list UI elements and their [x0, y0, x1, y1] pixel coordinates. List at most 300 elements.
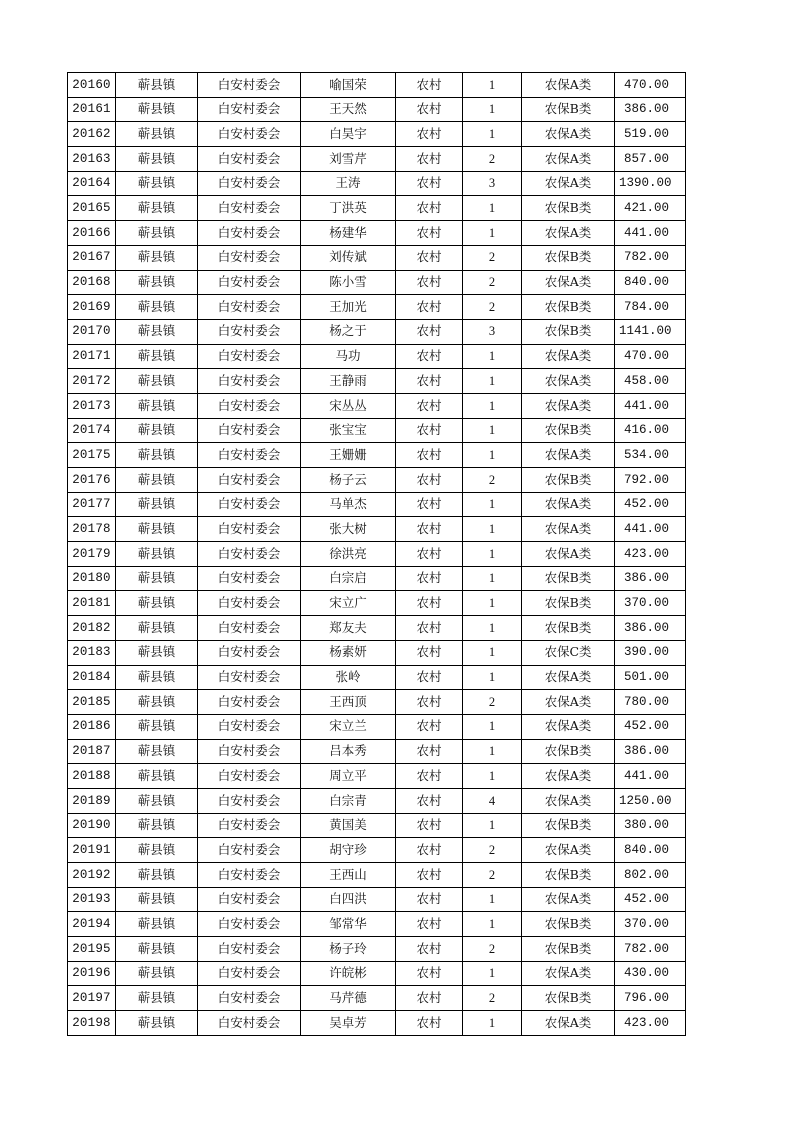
table-row	[68, 344, 686, 369]
table-row	[68, 591, 686, 616]
table-row	[68, 912, 686, 937]
record-id-cell: 20160	[68, 73, 116, 98]
person-name-cell: 白宗启	[301, 566, 396, 591]
table-row	[68, 838, 686, 863]
member-count-cell: 1	[463, 1011, 522, 1036]
record-id-cell: 20161	[68, 97, 116, 122]
town-cell: 蕲县镇	[116, 73, 198, 98]
village-committee-cell: 白安村委会	[198, 542, 301, 567]
record-id-cell: 20164	[68, 171, 116, 196]
person-name-cell: 王西山	[301, 863, 396, 888]
member-count-cell: 1	[463, 640, 522, 665]
record-id-cell: 20174	[68, 418, 116, 443]
village-committee-cell: 白安村委会	[198, 714, 301, 739]
member-count-cell: 3	[463, 319, 522, 344]
insurance-category-cell: 农保A类	[522, 542, 615, 567]
household-type-cell: 农村	[396, 863, 463, 888]
member-count-cell: 1	[463, 591, 522, 616]
amount-cell: 784.00	[615, 295, 686, 320]
amount-cell: 519.00	[615, 122, 686, 147]
insurance-category-cell: 农保A类	[522, 492, 615, 517]
household-type-cell: 农村	[396, 788, 463, 813]
person-name-cell: 白四洪	[301, 887, 396, 912]
town-cell: 蕲县镇	[116, 863, 198, 888]
person-name-cell: 宋立广	[301, 591, 396, 616]
household-type-cell: 农村	[396, 616, 463, 641]
household-type-cell: 农村	[396, 492, 463, 517]
village-committee-cell: 白安村委会	[198, 492, 301, 517]
table-row	[68, 714, 686, 739]
insurance-category-cell: 农保B类	[522, 739, 615, 764]
town-cell: 蕲县镇	[116, 961, 198, 986]
insurance-category-cell: 农保A类	[522, 122, 615, 147]
amount-cell: 782.00	[615, 937, 686, 962]
table-row	[68, 616, 686, 641]
amount-cell: 441.00	[615, 221, 686, 246]
household-type-cell: 农村	[396, 887, 463, 912]
household-type-cell: 农村	[396, 171, 463, 196]
amount-cell: 792.00	[615, 468, 686, 493]
household-type-cell: 农村	[396, 566, 463, 591]
member-count-cell: 1	[463, 418, 522, 443]
amount-cell: 782.00	[615, 245, 686, 270]
table-row	[68, 468, 686, 493]
amount-cell: 796.00	[615, 986, 686, 1011]
person-name-cell: 王静雨	[301, 369, 396, 394]
table-row	[68, 863, 686, 888]
member-count-cell: 1	[463, 714, 522, 739]
member-count-cell: 4	[463, 788, 522, 813]
table-row	[68, 764, 686, 789]
amount-cell: 386.00	[615, 739, 686, 764]
record-id-cell: 20185	[68, 690, 116, 715]
table-row	[68, 788, 686, 813]
record-id-cell: 20183	[68, 640, 116, 665]
household-type-cell: 农村	[396, 393, 463, 418]
village-committee-cell: 白安村委会	[198, 97, 301, 122]
town-cell: 蕲县镇	[116, 566, 198, 591]
table-row	[68, 665, 686, 690]
amount-cell: 1250.00	[615, 788, 686, 813]
village-committee-cell: 白安村委会	[198, 369, 301, 394]
amount-cell: 840.00	[615, 270, 686, 295]
person-name-cell: 喻国荣	[301, 73, 396, 98]
amount-cell: 380.00	[615, 813, 686, 838]
person-name-cell: 邹常华	[301, 912, 396, 937]
amount-cell: 470.00	[615, 73, 686, 98]
record-id-cell: 20180	[68, 566, 116, 591]
table-row	[68, 418, 686, 443]
town-cell: 蕲县镇	[116, 369, 198, 394]
town-cell: 蕲县镇	[116, 245, 198, 270]
member-count-cell: 2	[463, 245, 522, 270]
amount-cell: 802.00	[615, 863, 686, 888]
record-id-cell: 20195	[68, 937, 116, 962]
village-committee-cell: 白安村委会	[198, 393, 301, 418]
household-type-cell: 农村	[396, 517, 463, 542]
record-id-cell: 20197	[68, 986, 116, 1011]
town-cell: 蕲县镇	[116, 443, 198, 468]
amount-cell: 452.00	[615, 714, 686, 739]
person-name-cell: 白宗青	[301, 788, 396, 813]
member-count-cell: 1	[463, 961, 522, 986]
town-cell: 蕲县镇	[116, 887, 198, 912]
insurance-category-cell: 农保B类	[522, 97, 615, 122]
person-name-cell: 王加光	[301, 295, 396, 320]
person-name-cell: 杨建华	[301, 221, 396, 246]
household-type-cell: 农村	[396, 690, 463, 715]
member-count-cell: 2	[463, 838, 522, 863]
village-committee-cell: 白安村委会	[198, 319, 301, 344]
table-row	[68, 813, 686, 838]
person-name-cell: 许皖彬	[301, 961, 396, 986]
town-cell: 蕲县镇	[116, 196, 198, 221]
member-count-cell: 1	[463, 122, 522, 147]
insurance-category-cell: 农保A类	[522, 788, 615, 813]
town-cell: 蕲县镇	[116, 1011, 198, 1036]
table-row	[68, 319, 686, 344]
village-committee-cell: 白安村委会	[198, 122, 301, 147]
insurance-category-cell: 农保A类	[522, 838, 615, 863]
table-row	[68, 542, 686, 567]
town-cell: 蕲县镇	[116, 986, 198, 1011]
insurance-category-cell: 农保A类	[522, 690, 615, 715]
record-id-cell: 20194	[68, 912, 116, 937]
record-id-cell: 20186	[68, 714, 116, 739]
member-count-cell: 1	[463, 393, 522, 418]
amount-cell: 857.00	[615, 147, 686, 172]
record-id-cell: 20168	[68, 270, 116, 295]
amount-cell: 441.00	[615, 764, 686, 789]
town-cell: 蕲县镇	[116, 393, 198, 418]
record-id-cell: 20165	[68, 196, 116, 221]
town-cell: 蕲县镇	[116, 813, 198, 838]
table-row	[68, 690, 686, 715]
amount-cell: 370.00	[615, 912, 686, 937]
town-cell: 蕲县镇	[116, 690, 198, 715]
insurance-category-cell: 农保A类	[522, 147, 615, 172]
record-id-cell: 20163	[68, 147, 116, 172]
amount-cell: 1390.00	[615, 171, 686, 196]
insurance-category-cell: 农保B类	[522, 986, 615, 1011]
table-row	[68, 443, 686, 468]
village-committee-cell: 白安村委会	[198, 418, 301, 443]
village-committee-cell: 白安村委会	[198, 813, 301, 838]
record-id-cell: 20187	[68, 739, 116, 764]
town-cell: 蕲县镇	[116, 319, 198, 344]
village-committee-cell: 白安村委会	[198, 640, 301, 665]
town-cell: 蕲县镇	[116, 739, 198, 764]
household-type-cell: 农村	[396, 369, 463, 394]
village-committee-cell: 白安村委会	[198, 887, 301, 912]
village-committee-cell: 白安村委会	[198, 591, 301, 616]
insurance-category-cell: 农保A类	[522, 714, 615, 739]
town-cell: 蕲县镇	[116, 764, 198, 789]
person-name-cell: 马芹德	[301, 986, 396, 1011]
member-count-cell: 2	[463, 468, 522, 493]
household-type-cell: 农村	[396, 344, 463, 369]
insurance-category-cell: 农保A类	[522, 171, 615, 196]
town-cell: 蕲县镇	[116, 122, 198, 147]
record-id-cell: 20179	[68, 542, 116, 567]
table-row	[68, 937, 686, 962]
table-row	[68, 739, 686, 764]
amount-cell: 534.00	[615, 443, 686, 468]
amount-cell: 441.00	[615, 393, 686, 418]
household-type-cell: 农村	[396, 245, 463, 270]
amount-cell: 423.00	[615, 1011, 686, 1036]
amount-cell: 386.00	[615, 616, 686, 641]
member-count-cell: 2	[463, 863, 522, 888]
member-count-cell: 2	[463, 937, 522, 962]
town-cell: 蕲县镇	[116, 468, 198, 493]
town-cell: 蕲县镇	[116, 937, 198, 962]
insurance-category-cell: 农保A类	[522, 665, 615, 690]
table-row	[68, 270, 686, 295]
record-id-cell: 20181	[68, 591, 116, 616]
village-committee-cell: 白安村委会	[198, 468, 301, 493]
insurance-category-cell: 农保C类	[522, 640, 615, 665]
member-count-cell: 2	[463, 147, 522, 172]
amount-cell: 458.00	[615, 369, 686, 394]
table-row	[68, 640, 686, 665]
person-name-cell: 王天然	[301, 97, 396, 122]
town-cell: 蕲县镇	[116, 616, 198, 641]
town-cell: 蕲县镇	[116, 542, 198, 567]
insurance-category-cell: 农保B类	[522, 295, 615, 320]
insurance-category-cell: 农保A类	[522, 221, 615, 246]
member-count-cell: 1	[463, 887, 522, 912]
insurance-category-cell: 农保A类	[522, 961, 615, 986]
insurance-category-cell: 农保B类	[522, 468, 615, 493]
insurance-category-cell: 农保A类	[522, 270, 615, 295]
village-committee-cell: 白安村委会	[198, 221, 301, 246]
member-count-cell: 1	[463, 739, 522, 764]
insurance-category-cell: 农保B类	[522, 566, 615, 591]
insurance-category-cell: 农保A类	[522, 1011, 615, 1036]
village-committee-cell: 白安村委会	[198, 986, 301, 1011]
roster-table	[67, 72, 686, 1036]
town-cell: 蕲县镇	[116, 295, 198, 320]
member-count-cell: 1	[463, 665, 522, 690]
household-type-cell: 农村	[396, 1011, 463, 1036]
person-name-cell: 张宝宝	[301, 418, 396, 443]
member-count-cell: 2	[463, 986, 522, 1011]
member-count-cell: 1	[463, 813, 522, 838]
insurance-category-cell: 农保A类	[522, 887, 615, 912]
record-id-cell: 20198	[68, 1011, 116, 1036]
insurance-category-cell: 农保B类	[522, 937, 615, 962]
table-row	[68, 122, 686, 147]
table-row	[68, 1011, 686, 1036]
amount-cell: 452.00	[615, 887, 686, 912]
household-type-cell: 农村	[396, 443, 463, 468]
member-count-cell: 1	[463, 492, 522, 517]
town-cell: 蕲县镇	[116, 221, 198, 246]
town-cell: 蕲县镇	[116, 912, 198, 937]
household-type-cell: 农村	[396, 221, 463, 246]
amount-cell: 470.00	[615, 344, 686, 369]
amount-cell: 421.00	[615, 196, 686, 221]
household-type-cell: 农村	[396, 73, 463, 98]
member-count-cell: 1	[463, 912, 522, 937]
village-committee-cell: 白安村委会	[198, 690, 301, 715]
amount-cell: 501.00	[615, 665, 686, 690]
town-cell: 蕲县镇	[116, 97, 198, 122]
village-committee-cell: 白安村委会	[198, 1011, 301, 1036]
amount-cell: 416.00	[615, 418, 686, 443]
village-committee-cell: 白安村委会	[198, 517, 301, 542]
amount-cell: 386.00	[615, 97, 686, 122]
member-count-cell: 1	[463, 764, 522, 789]
insurance-category-cell: 农保B类	[522, 418, 615, 443]
member-count-cell: 2	[463, 295, 522, 320]
household-type-cell: 农村	[396, 937, 463, 962]
person-name-cell: 张岭	[301, 665, 396, 690]
village-committee-cell: 白安村委会	[198, 344, 301, 369]
person-name-cell: 刘传斌	[301, 245, 396, 270]
table-row	[68, 147, 686, 172]
household-type-cell: 农村	[396, 665, 463, 690]
town-cell: 蕲县镇	[116, 270, 198, 295]
person-name-cell: 吴卓芳	[301, 1011, 396, 1036]
household-type-cell: 农村	[396, 912, 463, 937]
person-name-cell: 郑友夫	[301, 616, 396, 641]
household-type-cell: 农村	[396, 961, 463, 986]
person-name-cell: 周立平	[301, 764, 396, 789]
household-type-cell: 农村	[396, 270, 463, 295]
member-count-cell: 2	[463, 690, 522, 715]
household-type-cell: 农村	[396, 714, 463, 739]
record-id-cell: 20169	[68, 295, 116, 320]
household-type-cell: 农村	[396, 764, 463, 789]
village-committee-cell: 白安村委会	[198, 912, 301, 937]
amount-cell: 386.00	[615, 566, 686, 591]
household-type-cell: 农村	[396, 319, 463, 344]
record-id-cell: 20193	[68, 887, 116, 912]
amount-cell: 1141.00	[615, 319, 686, 344]
household-type-cell: 农村	[396, 122, 463, 147]
insurance-category-cell: 农保B类	[522, 813, 615, 838]
village-committee-cell: 白安村委会	[198, 245, 301, 270]
insurance-category-cell: 农保B类	[522, 591, 615, 616]
village-committee-cell: 白安村委会	[198, 764, 301, 789]
record-id-cell: 20188	[68, 764, 116, 789]
town-cell: 蕲县镇	[116, 838, 198, 863]
amount-cell: 430.00	[615, 961, 686, 986]
town-cell: 蕲县镇	[116, 344, 198, 369]
member-count-cell: 1	[463, 517, 522, 542]
member-count-cell: 2	[463, 270, 522, 295]
household-type-cell: 农村	[396, 591, 463, 616]
member-count-cell: 1	[463, 542, 522, 567]
village-committee-cell: 白安村委会	[198, 147, 301, 172]
table-row	[68, 887, 686, 912]
record-id-cell: 20172	[68, 369, 116, 394]
village-committee-cell: 白安村委会	[198, 295, 301, 320]
village-committee-cell: 白安村委会	[198, 196, 301, 221]
amount-cell: 780.00	[615, 690, 686, 715]
household-type-cell: 农村	[396, 838, 463, 863]
person-name-cell: 宋立兰	[301, 714, 396, 739]
record-id-cell: 20162	[68, 122, 116, 147]
village-committee-cell: 白安村委会	[198, 566, 301, 591]
person-name-cell: 杨子云	[301, 468, 396, 493]
record-id-cell: 20167	[68, 245, 116, 270]
insurance-category-cell: 农保A类	[522, 344, 615, 369]
table-row	[68, 295, 686, 320]
record-id-cell: 20171	[68, 344, 116, 369]
person-name-cell: 白昊宇	[301, 122, 396, 147]
village-committee-cell: 白安村委会	[198, 171, 301, 196]
village-committee-cell: 白安村委会	[198, 739, 301, 764]
town-cell: 蕲县镇	[116, 665, 198, 690]
insurance-category-cell: 农保A类	[522, 764, 615, 789]
person-name-cell: 王西顶	[301, 690, 396, 715]
record-id-cell: 20190	[68, 813, 116, 838]
person-name-cell: 杨之于	[301, 319, 396, 344]
village-committee-cell: 白安村委会	[198, 443, 301, 468]
table-row	[68, 517, 686, 542]
person-name-cell: 王姗姗	[301, 443, 396, 468]
amount-cell: 840.00	[615, 838, 686, 863]
town-cell: 蕲县镇	[116, 147, 198, 172]
member-count-cell: 1	[463, 616, 522, 641]
insurance-category-cell: 农保A类	[522, 393, 615, 418]
insurance-category-cell: 农保B类	[522, 912, 615, 937]
household-type-cell: 农村	[396, 542, 463, 567]
table-row	[68, 97, 686, 122]
person-name-cell: 张大树	[301, 517, 396, 542]
member-count-cell: 3	[463, 171, 522, 196]
household-type-cell: 农村	[396, 986, 463, 1011]
amount-cell: 390.00	[615, 640, 686, 665]
person-name-cell: 徐洪亮	[301, 542, 396, 567]
member-count-cell: 1	[463, 566, 522, 591]
town-cell: 蕲县镇	[116, 788, 198, 813]
table-row	[68, 393, 686, 418]
insurance-category-cell: 农保B类	[522, 863, 615, 888]
record-id-cell: 20191	[68, 838, 116, 863]
town-cell: 蕲县镇	[116, 640, 198, 665]
member-count-cell: 1	[463, 97, 522, 122]
record-id-cell: 20184	[68, 665, 116, 690]
table-row	[68, 221, 686, 246]
insurance-category-cell: 农保B类	[522, 319, 615, 344]
table-row	[68, 961, 686, 986]
record-id-cell: 20189	[68, 788, 116, 813]
town-cell: 蕲县镇	[116, 492, 198, 517]
member-count-cell: 1	[463, 73, 522, 98]
person-name-cell: 宋丛丛	[301, 393, 396, 418]
member-count-cell: 1	[463, 196, 522, 221]
insurance-category-cell: 农保B类	[522, 616, 615, 641]
person-name-cell: 王涛	[301, 171, 396, 196]
village-committee-cell: 白安村委会	[198, 838, 301, 863]
insurance-category-cell: 农保A类	[522, 73, 615, 98]
amount-cell: 423.00	[615, 542, 686, 567]
table-row	[68, 196, 686, 221]
village-committee-cell: 白安村委会	[198, 270, 301, 295]
table-row	[68, 245, 686, 270]
insurance-category-cell: 农保B类	[522, 196, 615, 221]
amount-cell: 441.00	[615, 517, 686, 542]
household-type-cell: 农村	[396, 295, 463, 320]
household-type-cell: 农村	[396, 640, 463, 665]
town-cell: 蕲县镇	[116, 591, 198, 616]
roster-body	[68, 73, 686, 1036]
town-cell: 蕲县镇	[116, 714, 198, 739]
